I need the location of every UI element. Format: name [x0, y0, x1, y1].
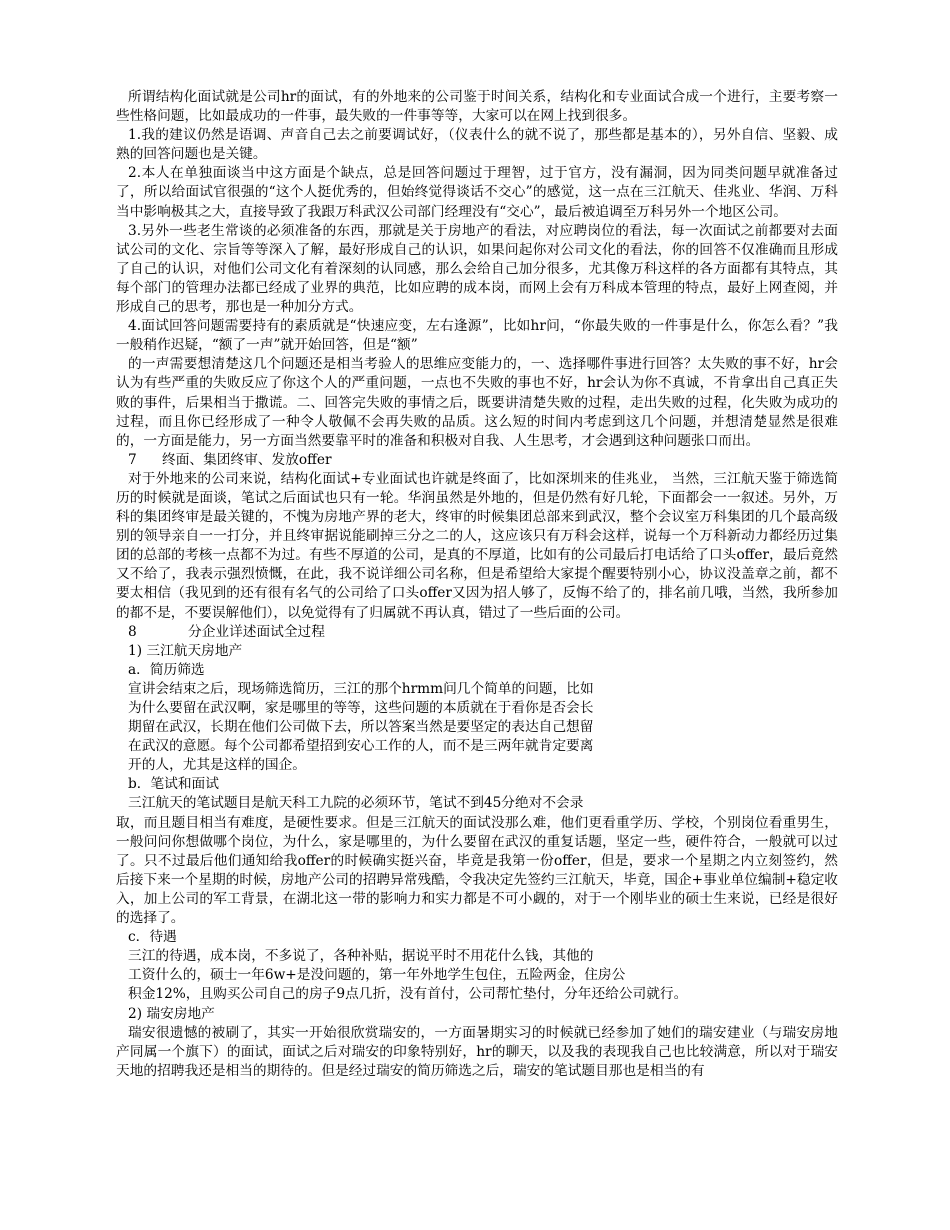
- section-title: 分企业详述面试全过程: [188, 623, 325, 640]
- paragraph-tip-1: 1.我的建议仍然是语调、声音自己去之前要调试好，（仪表什么的就不说了，那些都是基本的），另外自信、坚毅、成熟的回答问题也是关键。: [116, 127, 838, 163]
- text-line: 期留在武汉，长期在他们公司做下去，所以答案当然是要坚定的表达自己想留: [128, 719, 594, 736]
- text-line: 工资什么的，硕士一年6w+是没问题的，第一年外地学生包住，五险两金，住房公: [128, 967, 626, 984]
- section-number: 8: [128, 623, 137, 640]
- paragraph-tip-3: 3.另外一些老生常谈的必须准备的东西，那就是关于房地产的看法，对应聘岗位的看法，每一次面试之前都要对去面试公司的文化、宗旨等等深入了解，最好形成自己的认识，如果问起你对公司文化的看法，你的回答不仅准确而且形成了自己的认识，对他们公司文化有着深刻的认同感，那么会给自己加分很多，尤其像万科这样的各方面都有其特点，其每个部门的管理办法都已经成了业界的典范，比如应聘的成本岗，而网上会有万科成本管理的特点，最好上网查阅，并形成自己的思考，那也是一种加分方式。: [116, 222, 838, 316]
- text-line: 三江航天的笔试题目是航天科工九院的必须环节，笔试不到45分绝对不会录: [128, 795, 584, 812]
- subheading-resume-screening: a．简历筛选: [128, 661, 205, 678]
- text-line: 三江的待遇，成本岗，不多说了，各种补贴，据说平时不用花什么钱，其他的: [128, 948, 594, 965]
- paragraph-final-interview: 对于外地来的公司来说，结构化面试+专业面试也许就是终面了，比如深圳来的佳兆业， 当然，三江航天鉴于筛选简历的时候就是面谈，笔试之后面试也只有一轮。华润虽然是外地的，但是仍然有好几轮，下面都会一一叙述。另外，万科的集团终审是最关键的，不愧为房地产界的老大，终审的时候集团总部来到武汉，整个会议室万科集团的几个最高级别的领导亲自一一打分，并且终审据说能刷掉三分之二的人，这应该只有万科会这样，说每一个万科新动力都经历过集团的总部的考核一点都不为过。有些不厚道的公司，是真的不厚道，比如有的公司最后打电话给了口头offer，最后竟然又不给了，我表示强烈愤慨，在此，我不说详细公司名称，但是希望给大家提个醒要特别小心，协议没盖章之前，都不要太相信（我见到的还有很有名气的公司给了口头offer又因为招人够了，反悔不给了的，排名前几哦，当然，我所参加的都不是，不要误解他们），以免觉得有了归属就不再认真，错过了一些后面的公司。: [116, 470, 838, 621]
- section-heading-7: [116, 451, 838, 470]
- text-line: 为什么要留在武汉啊，家是哪里的等等，这些问题的本质就在于看你是否会长: [128, 700, 594, 716]
- subheading-sanjiang: 1) 三江航天房地产: [128, 642, 243, 659]
- paragraph-benefits-end: 积金12%，且购买公司自己的房子9点几折，没有首付，公司帮忙垫付，分年还给公司就行。: [128, 986, 688, 1003]
- paragraph-written-test: 取，而且题目相当有难度，是硬性要求。但是三江航天的面试没那么难，他们更看重学历、学校，个别岗位看重男生，一般问问你想做哪个岗位，为什么，家是哪里的，为什么要留在武汉的重复话题，坚定一些，硬件符合，一般就可以过了。只不过最后他们通知给我offer的时候确实挺兴奋，毕竟是我第一份offer，但是，要求一个星期之内立刻签约，然后接下来一个星期的时候，房地产公司的招聘异常残酷，令我决定先签约三江航天，毕竟，国企+事业单位编制+稳定收入，加上公司的军工背景，在湖北这一带的影响力和实力都是不可小觑的，对于一个刚毕业的硕士生来说，已经是很好的选择了。: [116, 814, 838, 927]
- subheading-shui-on: 2) 瑞安房地产: [128, 1005, 215, 1022]
- paragraph-tip-4: 4.面试回答问题需要持有的素质就是“快速应变，左右逢源”，比如hr问，“你最失败的一件事是什么，你怎么看？”我一般稍作迟疑，“额了一声”就开始回答，但是“额”: [116, 318, 838, 354]
- text-line: 在武汉的意愿。每个公司都希望招到安心工作的人，而不是三两年就肯定要离: [128, 738, 594, 755]
- paragraph-tip-2: 2.本人在单独面谈当中这方面是个缺点，总是回答问题过于理智，过于官方，没有漏洞，因为同类问题早就准备过了，所以给面试官很强的“这个人挺优秀的，但始终觉得谈话不交心”的感觉，这一点在三江航天、佳兆业、华润、万科当中影响极其之大，直接导致了我跟万科武汉公司部门经理没有“交心”，最后被追调至万科另外一个地区公司。: [116, 165, 838, 220]
- subheading-written-test: b．笔试和面试: [128, 776, 219, 793]
- text-line: 宣讲会结束之后，现场筛选简历，三江的那个hrmm问几个简单的问题，比如: [128, 680, 594, 697]
- section-title: 终面、集团终审、发放offer: [162, 451, 332, 468]
- text-line: 开的人，尤其是这样的国企。: [128, 757, 306, 774]
- paragraph-tip-4-continued: 的一声需要想清楚这几个问题还是相当考验人的思维应变能力的，一、选择哪件事进行回答？太失败的事不好，hr会认为有些严重的失败反应了你这个人的严重问题，一点也不失败的事也不好，hr会认为你不真诚，不肯拿出自己真正失败的事件，后果相当于撒谎。二、回答完失败的事情之后，既要讲清楚失败的过程，走出失败的过程，化失败为成功的过程，而且你已经形成了一种令人敬佩不会再失败的品质。这么短的时间内考虑到这几个问题，并想清楚显然是很难的，一方面是能力，另一方面当然要靠平时的准备和积极对自我、人生思考，才会遇到这种问题张口而出。: [116, 356, 838, 449]
- resume-screening-block: [116, 680, 650, 775]
- paragraph-structured-interview: 所谓结构化面试就是公司hr的面试，有的外地来的公司鉴于时间关系，结构化和专业面试合成一个进行，主要考察一些性格问题，比如最成功的一件事，最失败的一件事等等，大家可以在网上找到很多。: [116, 89, 838, 125]
- section-number: 7: [128, 451, 137, 468]
- written-test-block: [116, 794, 650, 813]
- paragraph-shui-on: 瑞安很遗憾的被刷了，其实一开始很欣赏瑞安的，一方面暑期实习的时候就已经参加了她们的瑞安建业（与瑞安房地产同属一个旗下）的面试，面试之后对瑞安的印象特别好，hr的聊天，以及我的表现我自己也比较满意，所以对于瑞安天地的招聘我还是相当的期待的。但是经过瑞安的简历筛选之后，瑞安的笔试题目那也是相当的有: [116, 1024, 838, 1079]
- section-heading-8: [116, 623, 838, 642]
- benefits-block: [116, 947, 650, 985]
- subheading-benefits: c．待遇: [128, 929, 177, 946]
